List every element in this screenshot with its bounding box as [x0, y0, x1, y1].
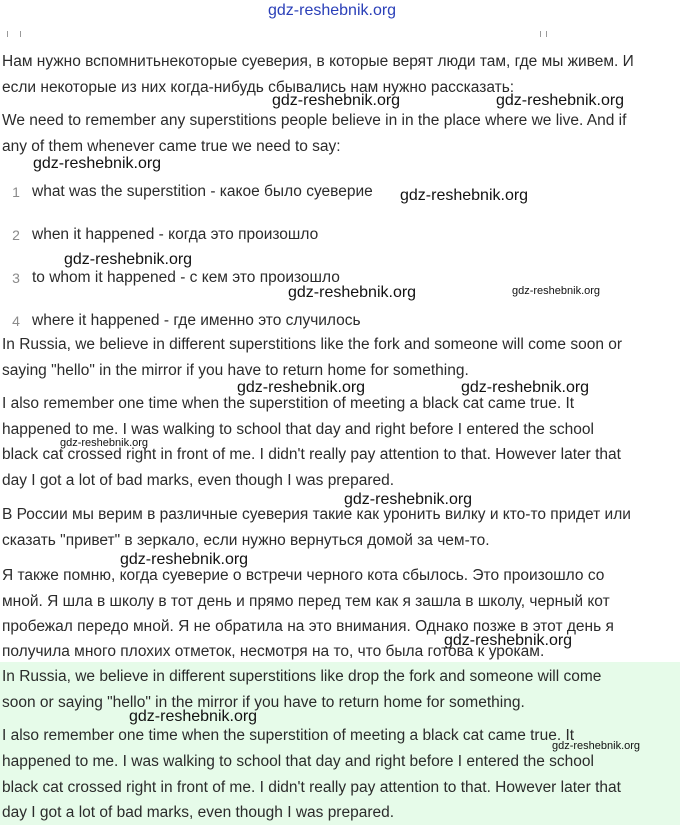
answer-en-line-2: saying "hello" in the mirror if you have to return home for something.	[2, 362, 469, 379]
answer-en-corrected-line-6: day I got a lot of bad marks, even though I was prepared.	[2, 804, 395, 821]
watermark: gdz-reshebnik.org	[344, 491, 473, 508]
watermark: gdz-reshebnik.org	[272, 92, 401, 109]
list-number: 1	[12, 184, 20, 200]
answer-en-corrected-line-4: happened to me. I was walking to school that day and right before I entered the school	[2, 753, 594, 770]
watermark: gdz-reshebnik.org	[129, 708, 258, 725]
answer-ru-line-5: пробежал передо мной. Я не обратила на это внимания. Однако позже в этот день я	[2, 618, 614, 635]
list-item	[0, 179, 676, 205]
watermark: gdz-reshebnik.org	[400, 187, 529, 204]
watermark: gdz-reshebnik.org	[512, 285, 601, 297]
watermark: gdz-reshebnik.org	[60, 437, 149, 449]
watermark: gdz-reshebnik.org	[444, 632, 573, 649]
separator	[0, 31, 680, 39]
answer-en-corrected-line-1: In Russia, we believe in different superstitions like drop the fork and someone will come	[2, 668, 602, 685]
list-number: 4	[12, 313, 20, 329]
list-item	[0, 308, 676, 334]
intro-ru-line-1: Нам нужно вспомнитьнекоторые суеверия, в которые верят люди там, где мы живем. И	[2, 53, 634, 70]
answer-ru-line-1: В России мы верим в различные суеверия такие как уронить вилку и кто-то придет или	[2, 506, 631, 523]
watermark: gdz-reshebnik.org	[496, 92, 625, 109]
answer-ru-line-6: получила много плохих отметок, несмотря на то, что была готова к урокам.	[2, 643, 545, 660]
watermark: gdz-reshebnik.org	[552, 740, 641, 752]
answer-en-corrected-line-2: soon or saying "hello" in the mirror if you have to return home for something.	[2, 694, 525, 711]
watermark: gdz-reshebnik.org	[461, 379, 590, 396]
answer-en-corrected-line-3: I also remember one time when the superstition of meeting a black cat came true. It	[2, 727, 575, 744]
list-number: 3	[12, 270, 20, 286]
list-text: when it happened - когда это произошло	[32, 226, 319, 243]
watermark: gdz-reshebnik.org	[120, 551, 249, 568]
answer-ru-line-4: мной. Я шла в школу в тот день и прямо перед тем как я зашла в школу, черный кот	[2, 593, 610, 610]
watermark: gdz-reshebnik.org	[288, 284, 417, 301]
list-item	[0, 222, 676, 248]
watermark: gdz-reshebnik.org	[237, 379, 366, 396]
answer-en-line-5: black cat crossed right in front of me. I didn't really pay attention to that. However later that	[2, 446, 621, 463]
watermark: gdz-reshebnik.org	[64, 251, 193, 268]
intro-en-line-2: any of them whenever came true we need to say:	[2, 138, 341, 155]
list-text: where it happened - где именно это случилось	[32, 312, 361, 329]
answer-en-line-1: In Russia, we believe in different superstitions like the fork and someone will come soon or	[2, 336, 623, 353]
answer-en-corrected-line-5: black cat crossed right in front of me. I didn't really pay attention to that. However later that	[2, 779, 621, 796]
intro-en-line-1: We need to remember any superstitions people believe in in the place where we live. And if	[2, 112, 627, 129]
answer-en-line-3: I also remember one time when the superstition of meeting a black cat came true. It	[2, 395, 575, 412]
answer-ru-line-2: сказать "привет" в зеркало, если нужно вернуться домой за чем-то.	[2, 532, 490, 549]
list-text: to whom it happened - с кем это произошло	[32, 269, 340, 286]
answer-en-line-4: happened to me. I was walking to school that day and right before I entered the school	[2, 421, 594, 438]
answer-en-line-6: day I got a lot of bad marks, even though I was prepared.	[2, 472, 395, 489]
list-number: 2	[12, 227, 20, 243]
watermark: gdz-reshebnik.org	[33, 155, 162, 172]
header-watermark: gdz-reshebnik.org	[268, 2, 397, 19]
answer-ru-line-3: Я также помню, когда суеверие о встречи черного кота сбылось. Это произошло со	[2, 567, 605, 584]
list-text: what was the superstition - какое было суеверие	[32, 183, 373, 200]
intro-ru-line-2: если некоторые из них когда-нибудь сбывались нам нужно рассказать:	[2, 79, 515, 96]
